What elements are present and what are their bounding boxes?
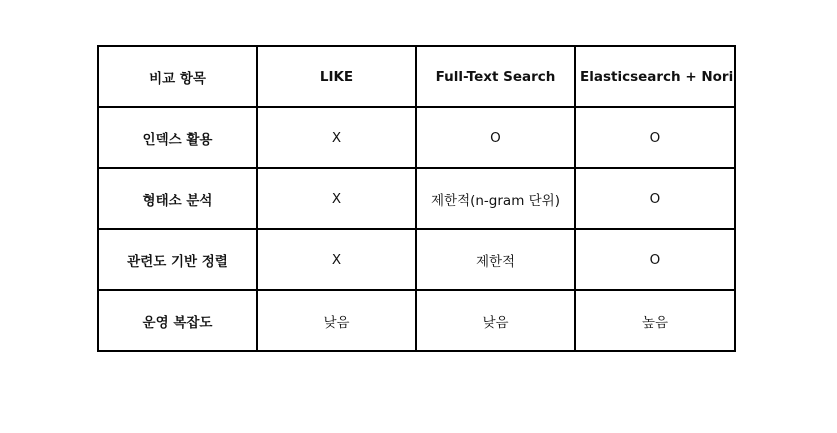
header-cell-criteria: 비교 항목 (98, 46, 257, 107)
table-cell: 낮음 (257, 290, 416, 351)
header-cell-fulltext: Full-Text Search (416, 46, 575, 107)
table-cell: O (575, 229, 735, 290)
table-cell: 낮음 (416, 290, 575, 351)
table-cell: 높음 (575, 290, 735, 351)
table-cell: X (257, 168, 416, 229)
table-row (98, 290, 735, 351)
header-cell-like: LIKE (257, 46, 416, 107)
comparison-table (97, 45, 736, 352)
table-header-row (98, 46, 735, 107)
table-cell: X (257, 107, 416, 168)
table-cell: O (575, 107, 735, 168)
row-label-ops-complexity: 운영 복잡도 (98, 290, 257, 351)
table-cell: O (416, 107, 575, 168)
table-row (98, 229, 735, 290)
row-label-morphology: 형태소 분석 (98, 168, 257, 229)
table-row (98, 107, 735, 168)
table-row (98, 168, 735, 229)
table-cell: X (257, 229, 416, 290)
header-cell-elasticsearch: Elasticsearch + Nori (575, 46, 735, 107)
table-cell: 제한적(n-gram 단위) (416, 168, 575, 229)
table-cell: 제한적 (416, 229, 575, 290)
row-label-index-usage: 인덱스 활용 (98, 107, 257, 168)
row-label-relevance-sort: 관련도 기반 정렬 (98, 229, 257, 290)
table-cell: O (575, 168, 735, 229)
